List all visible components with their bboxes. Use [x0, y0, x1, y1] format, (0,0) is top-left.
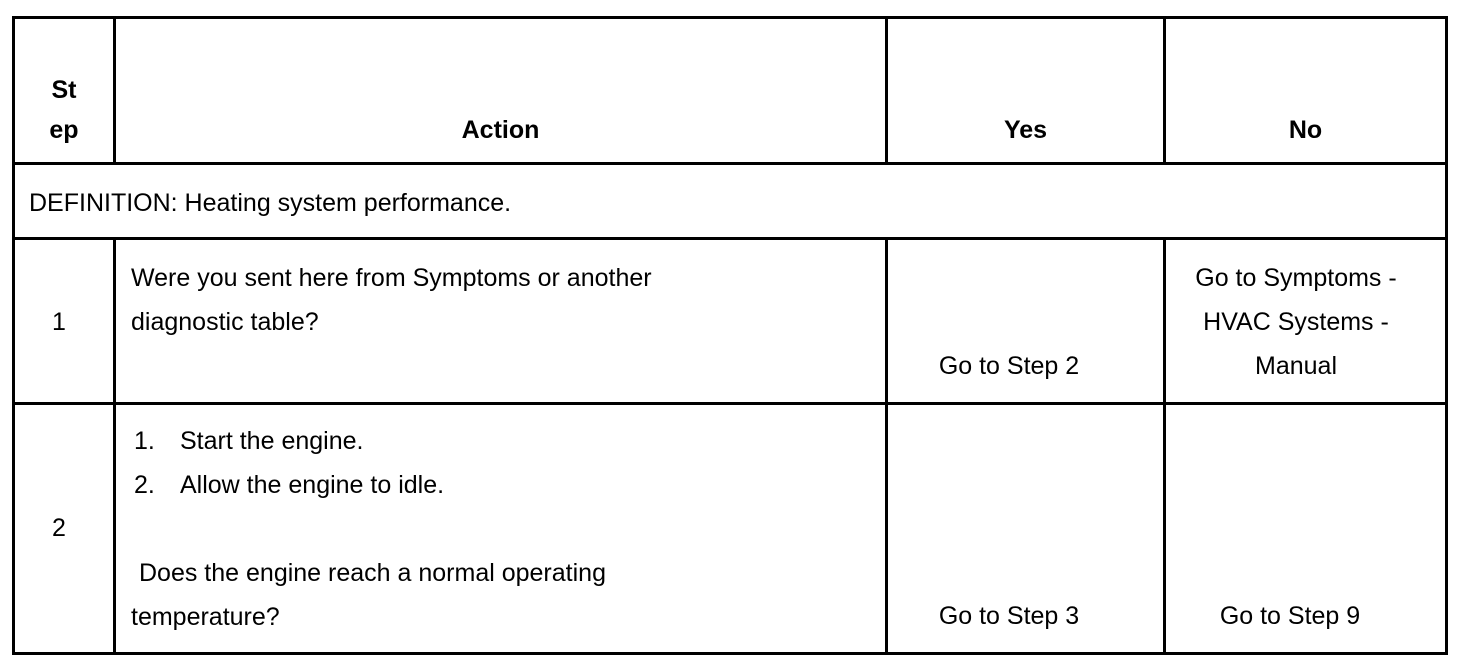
- header-action: Action: [461, 116, 540, 144]
- list-item: [134, 463, 874, 507]
- row2-action: [134, 419, 874, 507]
- row2-step: 2: [52, 514, 66, 542]
- row1-no-line2: HVAC Systems -: [1203, 308, 1389, 336]
- row1-yes: Go to Step 2: [938, 352, 1080, 380]
- row2-question: [131, 551, 871, 639]
- row1-no-line3: Manual: [1255, 352, 1337, 380]
- table-border-top: [12, 16, 1448, 19]
- list-item-text: Allow the engine to idle.: [180, 471, 445, 499]
- table-border-bottom: [12, 652, 1448, 655]
- list-item-number: 1.: [134, 427, 155, 455]
- row1-no-line1: Go to Symptoms -: [1195, 264, 1397, 292]
- definition-text: DEFINITION: Heating system performance.: [29, 189, 512, 217]
- row1-action-line2: diagnostic table?: [131, 308, 319, 336]
- list-item: [134, 419, 874, 463]
- table-border-right: [1445, 16, 1448, 655]
- header-step-line1: St: [51, 76, 77, 104]
- header-step-line2: ep: [49, 116, 79, 144]
- header-divider: [12, 162, 1448, 165]
- row1-step: 1: [52, 308, 66, 336]
- header-no: No: [1288, 116, 1323, 144]
- row2-no: Go to Step 9: [1219, 602, 1361, 630]
- action-col-divider-bottom: [885, 237, 888, 655]
- row2-question-line1: Does the engine reach a normal operating: [139, 559, 606, 587]
- list-item-text: Start the engine.: [180, 427, 364, 455]
- row1-action-line1: Were you sent here from Symptoms or another: [131, 264, 652, 292]
- row1-divider: [12, 402, 1448, 405]
- row2-yes: Go to Step 3: [938, 602, 1080, 630]
- header-yes: Yes: [1003, 116, 1048, 144]
- definition-divider: [12, 237, 1448, 240]
- diagnostic-table: [12, 16, 1448, 656]
- row2-question-line2: temperature?: [131, 603, 280, 631]
- step-col-divider-bottom: [113, 237, 116, 655]
- row1-action: [131, 256, 871, 344]
- row1-no: [1166, 256, 1426, 388]
- list-item-number: 2.: [134, 471, 155, 499]
- header-step: [15, 70, 113, 150]
